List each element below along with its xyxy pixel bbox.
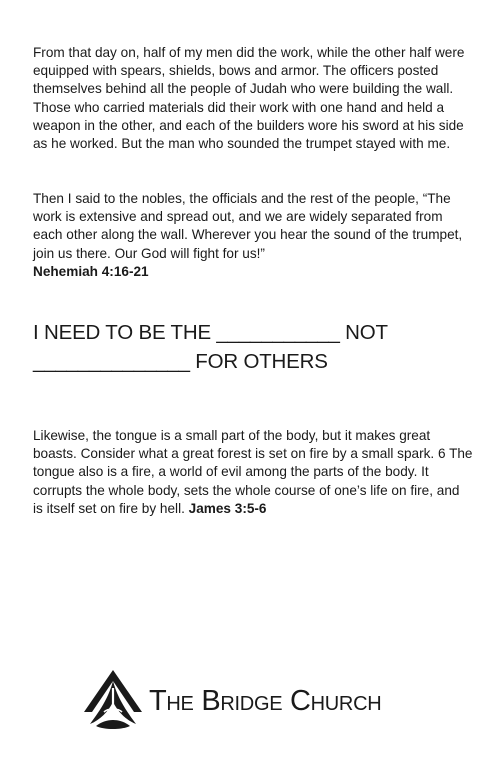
passage-nehemiah-part1 xyxy=(33,44,473,153)
scripture-reference: Nehemiah 4:16-21 xyxy=(33,263,149,279)
passage-nehemiah-part2 xyxy=(33,190,473,281)
passage-text: From that day on, half of my men did the work, while the other half were equipped with spears, shields, bows and armor. The officers posted themselves behind all the people of Judah who were building the wall. Those who carried materials did their work with one hand and held a weapon in the other, and each of the builders wore his sword at his side as he worked. But the man who sounded the trumpet stayed with me. xyxy=(33,45,465,152)
passage-text: Then I said to the nobles, the officials and the rest of the people, “The work is extensive and spread out, and we are widely separated from each other along the wall. Wherever you hear the sound of the trumpet, join us there. Our God will fight for us!” xyxy=(33,191,463,261)
church-logo-footer xyxy=(82,668,432,734)
passage-text: Likewise, the tongue is a small part of the body, but it makes great boasts. Consider what a great forest is set on fire by a small spark. 6 The tongue also is a fire, a world of evil among the parts of the body. It corrupts the whole body, sets the whole course of one’s life on fire, and is itself set on fire by hell. xyxy=(33,428,473,516)
scripture-reference: James 3:5-6 xyxy=(188,500,267,516)
bridge-church-logo-icon xyxy=(82,668,144,734)
fill-in-statement: I NEED TO BE THE ___________ NOT ______________ FOR OTHERS xyxy=(33,321,388,373)
church-name: The Bridge Church xyxy=(149,685,382,717)
passage-james xyxy=(33,427,473,518)
